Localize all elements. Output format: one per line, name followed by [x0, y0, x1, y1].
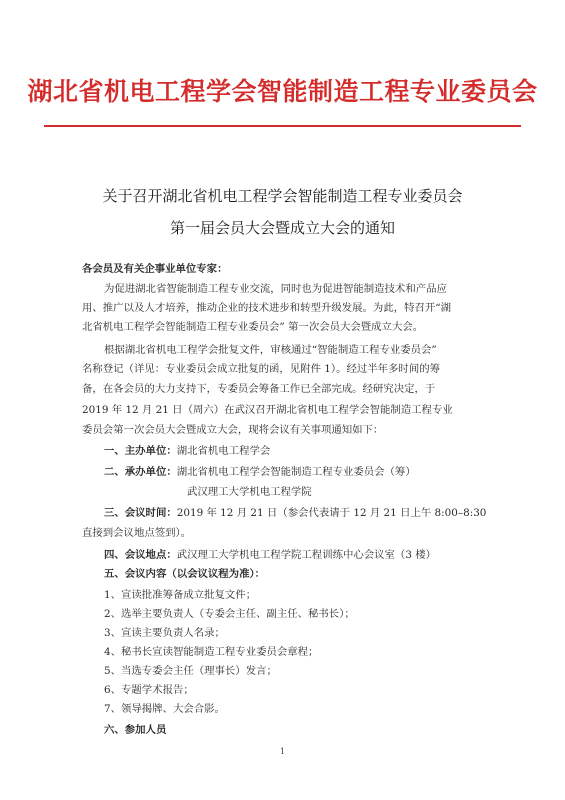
item-3-label: 三、会议时间： [104, 507, 177, 519]
item-1-value: 湖北省机电工程学会 [176, 445, 271, 457]
notice-title-line-2: 第一届会员大会暨成立大会的通知 [169, 219, 395, 237]
para2-line-3: 备，在各会员的大力支持下，专委员会筹备工作已全部完成。经研究决定，于 [82, 383, 436, 395]
letterhead-rule [44, 125, 521, 127]
item-4 [104, 548, 436, 562]
item-3-value: 2019 年 12 月 21 日（参会代表请于 12 月 21 日上午 8:00–8:30 [176, 507, 487, 519]
item-5-label: 五、会议内容（以会议议程为准）： [104, 568, 266, 580]
agenda-item-2: 2、选举主要负责人（专委会主任、副主任、秘书长）； [104, 608, 355, 620]
para1-line-3: 北省机电工程学会智能制造工程专业委员会” 第一次会员大会暨成立大会。 [82, 321, 424, 333]
para1-line-1: 为促进湖北省智能制造工程专业交流，同时也为促进智能制造技术和产品应 [104, 283, 447, 295]
salutation: 各会员及有关企事业单位专家： [82, 263, 228, 275]
para1-line-2: 用、推广以及人才培养，推动企业的技术进步和转型升级发展。为此，特召开“湖 [82, 302, 451, 314]
item-3-value-2: 直接到会议地点签到）。 [82, 527, 192, 539]
page-number: 1 [279, 747, 286, 756]
item-2-value: 湖北省机电工程学会智能制造工程专业委员会（筹） [176, 466, 416, 478]
agenda-item-6: 6、专题学术报告； [104, 684, 194, 696]
item-2 [104, 465, 416, 479]
item-4-label: 四、会议地点： [104, 549, 177, 561]
item-3 [104, 506, 486, 520]
item-1-label: 一、主办单位： [104, 445, 177, 457]
para2-line-1: 根据湖北省机电工程学会批复文件，审核通过“智能制造工程专业委员会” [104, 344, 437, 356]
letterhead-title: 湖北省机电工程学会智能制造工程专业委员会 [27, 77, 538, 106]
notice-title-line-1: 关于召开湖北省机电工程学会智能制造工程专业委员会 [102, 187, 463, 205]
agenda-item-3: 3、宣读主要负责人名录； [104, 627, 225, 639]
item-6-label: 六、参加人员 [104, 724, 167, 736]
item-1 [104, 444, 270, 458]
para2-line-5: 委员会第一次会员大会暨成立大会，现将会议有关事项通知如下： [82, 424, 384, 436]
para2-line-2: 名称登记（详见：专业委员会成立批复的函，见附件 1）。经过半年多时间的筹 [82, 363, 440, 375]
item-4-value: 武汉理工大学机电工程学院工程训练中心会议室（3 楼） [176, 549, 437, 561]
agenda-item-5: 5、当选专委会主任（理事长）发言； [104, 665, 277, 677]
item-2-value-2: 武汉理工大学机电工程学院 [187, 486, 312, 498]
para2-line-4: 2019 年 12 月 21 日（周六）在武汉召开湖北省机电工程学会智能制造工程专业 [82, 404, 453, 416]
agenda-item-4: 4、秘书长宣读智能制造工程专业委员会章程； [104, 646, 319, 658]
item-2-label: 二、承办单位： [104, 466, 177, 478]
agenda-item-1: 1、宣读批准筹备成立批复文件； [104, 589, 257, 601]
agenda-item-7: 7、领导揭牌、大会合影。 [104, 703, 225, 715]
